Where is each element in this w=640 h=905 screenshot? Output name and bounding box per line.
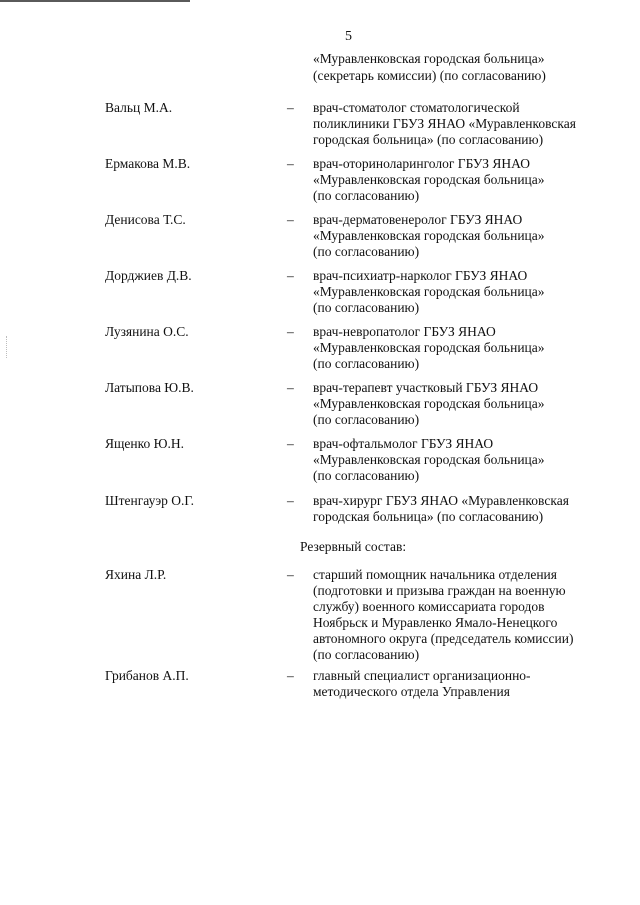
- role-line: «Муравленковская городская больница»: [313, 228, 545, 243]
- role-line: (по согласованию): [313, 300, 420, 315]
- continuation-line: (секретарь комиссии) (по согласованию): [313, 68, 546, 83]
- member-role: [313, 268, 613, 316]
- member-name: Яхина Л.Р.: [105, 567, 167, 582]
- role-line: Ноябрьск и Муравленко Ямало-Ненецкого: [313, 615, 558, 630]
- member-dash: –: [287, 212, 294, 227]
- role-line: (по согласованию): [313, 412, 420, 427]
- member-role: [313, 567, 613, 663]
- role-line: врач-офтальмолог ГБУЗ ЯНАО: [313, 436, 494, 451]
- member-name: Латыпова Ю.В.: [105, 380, 194, 395]
- reserve-heading: Резервный состав:: [300, 539, 407, 554]
- member-role: [313, 493, 613, 525]
- member-dash: –: [287, 156, 294, 171]
- role-line: «Муравленковская городская больница»: [313, 284, 545, 299]
- role-line: врач-терапевт участковый ГБУЗ ЯНАО: [313, 380, 539, 395]
- role-line: (подготовки и призыва граждан на военную: [313, 583, 566, 598]
- continuation-line: «Муравленковская городская больница»: [313, 51, 545, 66]
- role-line: поликлиники ГБУЗ ЯНАО «Муравленковская: [313, 116, 576, 131]
- role-line: (по согласованию): [313, 647, 420, 662]
- role-line: «Муравленковская городская больница»: [313, 172, 545, 187]
- member-name: Вальц М.А.: [105, 100, 173, 115]
- member-dash: –: [287, 668, 294, 683]
- member-dash: –: [287, 268, 294, 283]
- member-name: Лузянина О.С.: [105, 324, 189, 339]
- member-role: [313, 436, 613, 484]
- member-role: [313, 156, 613, 204]
- role-line: главный специалист организационно-: [313, 668, 531, 683]
- member-role: [313, 324, 613, 372]
- member-dash: –: [287, 380, 294, 395]
- member-dash: –: [287, 436, 294, 451]
- member-role: [313, 212, 613, 260]
- role-line: старший помощник начальника отделения: [313, 567, 557, 582]
- member-dash: –: [287, 567, 294, 582]
- role-line: методического отдела Управления: [313, 684, 510, 699]
- member-role: [313, 668, 613, 700]
- role-line: «Муравленковская городская больница»: [313, 340, 545, 355]
- role-line: (по согласованию): [313, 468, 420, 483]
- role-line: врач-дерматовенеролог ГБУЗ ЯНАО: [313, 212, 523, 227]
- member-role: [313, 100, 613, 148]
- member-dash: –: [287, 100, 294, 115]
- scan-edge-line: [0, 0, 190, 2]
- role-line: (по согласованию): [313, 188, 420, 203]
- role-line: (по согласованию): [313, 356, 420, 371]
- member-dash: –: [287, 493, 294, 508]
- member-name: Грибанов А.П.: [105, 668, 189, 683]
- role-line: «Муравленковская городская больница»: [313, 396, 545, 411]
- role-line: (по согласованию): [313, 244, 420, 259]
- role-line: «Муравленковская городская больница»: [313, 452, 545, 467]
- role-line: автономного округа (председатель комиссии): [313, 631, 574, 646]
- role-line: врач-оториноларинголог ГБУЗ ЯНАО: [313, 156, 530, 171]
- continuation-text: [313, 50, 613, 84]
- member-name: Ященко Ю.Н.: [105, 436, 184, 451]
- role-line: городская больница» (по согласованию): [313, 509, 544, 524]
- scan-margin-marks: [6, 336, 9, 358]
- member-name: Дорджиев Д.В.: [105, 268, 192, 283]
- member-name: Штенгауэр О.Г.: [105, 493, 195, 508]
- role-line: городская больница» (по согласованию): [313, 132, 544, 147]
- role-line: врач-невропатолог ГБУЗ ЯНАО: [313, 324, 496, 339]
- role-line: врач-стоматолог стоматологической: [313, 100, 520, 115]
- member-role: [313, 380, 613, 428]
- role-line: службу) военного комиссариата городов: [313, 599, 545, 614]
- role-line: врач-психиатр-нарколог ГБУЗ ЯНАО: [313, 268, 528, 283]
- member-dash: –: [287, 324, 294, 339]
- member-name: Денисова Т.С.: [105, 212, 186, 227]
- role-line: врач-хирург ГБУЗ ЯНАО «Муравленковская: [313, 493, 569, 508]
- member-name: Ермакова М.В.: [105, 156, 191, 171]
- page-number: 5: [345, 29, 352, 44]
